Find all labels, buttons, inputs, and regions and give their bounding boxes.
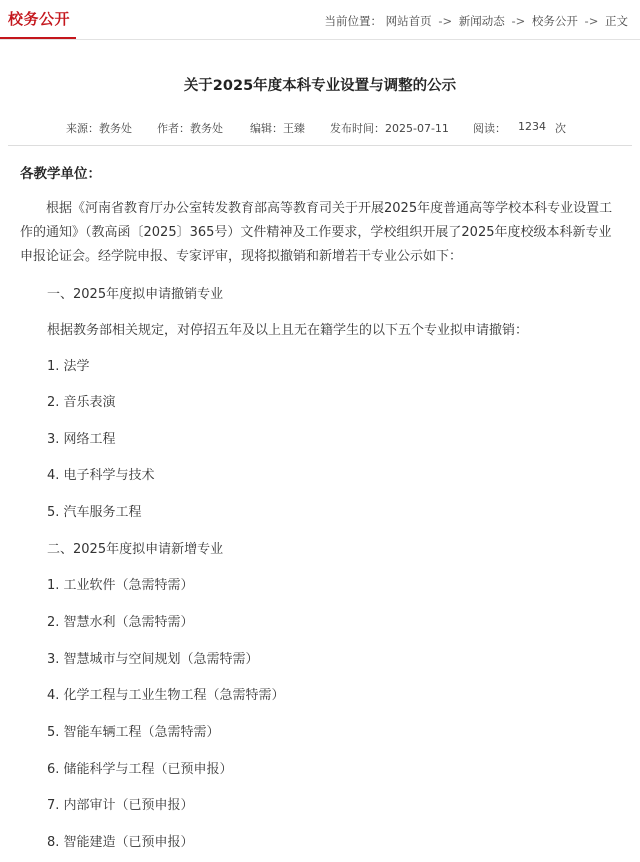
breadcrumb-separator: ->: [438, 14, 453, 28]
list-item: 5. 汽车服务工程: [47, 505, 142, 520]
meta-views-label: 阅读：: [473, 122, 506, 135]
list-item: 3. 网络工程: [47, 432, 116, 447]
section1-heading: 一、2025年度拟申请撤销专业: [47, 287, 224, 302]
list-item: 7. 内部审计（已预申报）: [47, 798, 194, 813]
meta-editor: 编辑：王臻: [250, 122, 305, 135]
breadcrumb-home[interactable]: 网站首页: [385, 14, 432, 28]
greeting: 各教学单位：: [20, 166, 101, 182]
breadcrumb-current: 正文: [605, 14, 628, 28]
breadcrumb: [325, 13, 628, 29]
meta-views-count: 1234: [518, 120, 546, 133]
list-item: 2. 智慧水利（急需特需）: [47, 615, 194, 630]
breadcrumb-separator: ->: [584, 14, 599, 28]
meta-divider: [8, 145, 632, 146]
meta-source: 来源：教务处: [66, 122, 132, 135]
top-bar: [0, 0, 640, 42]
article-meta: [0, 120, 640, 136]
section2-heading: 二、2025年度拟申请新增专业: [47, 542, 224, 557]
breadcrumb-news[interactable]: 新闻动态: [458, 14, 505, 28]
breadcrumb-prefix: 当前位置：: [324, 14, 383, 28]
list-item: 8. 智能建造（已预申报）: [47, 835, 194, 850]
list-item: 1. 法学: [47, 359, 90, 374]
list-item: 5. 智能车辆工程（急需特需）: [47, 725, 220, 740]
list-item: 3. 智慧城市与空间规划（急需特需）: [47, 652, 259, 667]
meta-views-unit: 次: [555, 122, 566, 135]
list-item: 2. 音乐表演: [47, 395, 116, 410]
list-item: 4. 化学工程与工业生物工程（急需特需）: [47, 688, 285, 703]
list-item: 4. 电子科学与技术: [47, 468, 155, 483]
list-item: 6. 储能科学与工程（已预申报）: [47, 762, 233, 777]
top-divider: [0, 39, 640, 40]
meta-author: 作者：教务处: [157, 122, 223, 135]
section-tab[interactable]: 校务公开: [8, 10, 71, 28]
intro-paragraph: 根据《河南省教育厅办公室转发教育部高等教育司关于开展2025年度普通高等学校本科专业设置工作的通知》（教高函〔2025〕365号）文件精神及工作要求，学校组织开展了2025年度校级本科新专业申报论证会。经学院申报、专家评审，现将拟撤销和新增若干专业公示如下：: [20, 201, 613, 264]
section1-note: 根据教务部相关规定，对停招五年及以上且无在籍学生的以下五个专业拟申请撤销：: [47, 323, 529, 338]
meta-date: 发布时间：2025-07-11: [330, 122, 449, 135]
breadcrumb-affairs[interactable]: 校务公开: [531, 14, 578, 28]
article-title: 关于2025年度本科专业设置与调整的公示: [183, 78, 457, 94]
list-item: 1. 工业软件（急需特需）: [47, 578, 194, 593]
breadcrumb-separator: ->: [511, 14, 526, 28]
